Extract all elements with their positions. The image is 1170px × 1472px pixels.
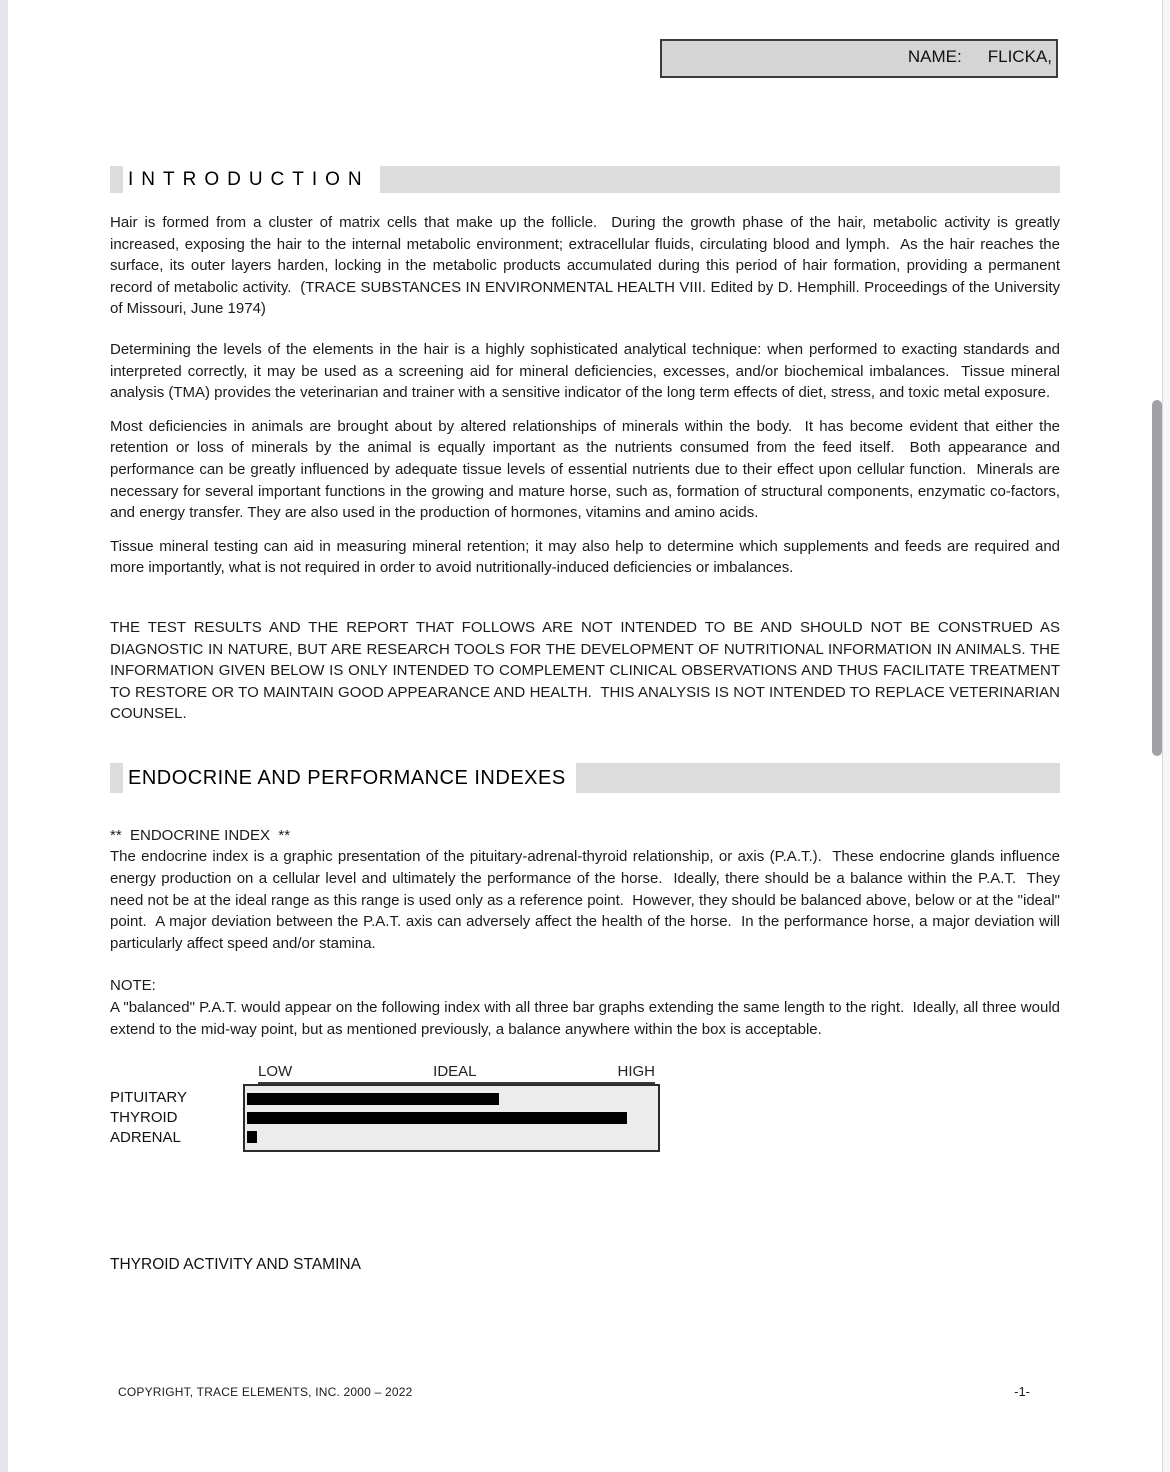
- introduction-heading: [110, 166, 1060, 193]
- chart-category-labels: [110, 1062, 243, 1152]
- scale-high-label: HIGH: [617, 1063, 655, 1081]
- scale-low-label: LOW: [258, 1063, 293, 1081]
- pituitary-label: PITUITARY: [110, 1089, 187, 1107]
- thyroid-bar: [247, 1112, 627, 1124]
- adrenal-bar: [247, 1131, 257, 1143]
- note-paragraph: A "balanced" P.A.T. would appear on the following index with all three bar graphs extending the same length to the right. Ideally, all three would extend to the mid-way point, but as mentioned previously, a balance anywhere within the box is acceptable.: [110, 999, 1065, 1038]
- name-label: NAME:: [907, 46, 962, 66]
- intro-paragraph-1: Hair is formed from a cluster of matrix cells that make up the follicle. During the growth phase of the hair, metabolic activity is greatly increased, exposing the hair to the internal metabolic environment; extracellular fluids, circulating blood and lymph. As the hair reaches the surface, its outer layers harden, locking in the metabolic products accumulated during this period of hair formation, providing a permanent record of metabolic activity. (TRACE SUBSTANCES IN ENVIRONMENTAL HEALTH VIII. Edited by D. Hemphill. Proceedings of the University of Missouri, June 1974): [110, 214, 1065, 318]
- copyright-text: COPYRIGHT, TRACE ELEMENTS, INC. 2000 – 2022: [118, 1385, 413, 1399]
- page-number: -1-: [1014, 1384, 1030, 1399]
- pituitary-bar: [247, 1093, 499, 1105]
- page-footer: [118, 1384, 1060, 1399]
- chart-plot-column: [243, 1062, 660, 1152]
- page-content: [8, 0, 1162, 1274]
- document-page: [8, 0, 1162, 1472]
- scrollbar-thumb[interactable]: [1152, 400, 1162, 756]
- thyroid-activity-heading: THYROID ACTIVITY AND STAMINA: [110, 1256, 361, 1274]
- disclaimer-paragraph: THE TEST RESULTS AND THE REPORT THAT FOLLOWS ARE NOT INTENDED TO BE AND SHOULD NOT BE CONSTRUED AS DIAGNOSTIC IN NATURE, BUT ARE RESEARCH TOOLS FOR THE DEVELOPMENT OF NUTRITIONAL INFORMATION IN ANIMALS. THE INFORMATION GIVEN BELOW IS ONLY INTENDED TO COMPLEMENT CLINICAL OBSERVATIONS AND THUS FACILITATE TREATMENT TO RESTORE OR TO MAINTAIN GOOD APPEARANCE AND HEALTH. THIS ANALYSIS IS NOT INTENDED TO REPLACE VETERINARIAN COUNSEL.: [110, 618, 1065, 723]
- thyroid-label: THYROID: [110, 1109, 178, 1127]
- endocrine-index-title: ** ENDOCRINE INDEX **: [110, 826, 291, 844]
- chart-plot-box: [243, 1084, 660, 1152]
- adrenal-label: ADRENAL: [110, 1129, 181, 1147]
- scale-ideal-label: IDEAL: [433, 1063, 477, 1081]
- chart-scale-row: [258, 1062, 655, 1084]
- endocrine-description: The endocrine index is a graphic presentation of the pituitary-adrenal-thyroid relationship, or axis (P.A.T.). These endocrine glands influence energy production on a cellular level and ultimately the performance of the horse. Ideally, there should be a balance within the P.A.T. They need not be at the ideal range as this range is used only as a reference point. However, they should be balanced above, below or at the "ideal" point. A major deviation between the P.A.T. axis can adversely affect the health of the horse. In the performance horse, a major deviation will particularly affect speed and/or stamina.: [110, 848, 1065, 952]
- heading-gray-bar: [576, 763, 1060, 793]
- endocrine-heading-text: ENDOCRINE AND PERFORMANCE INDEXES: [128, 766, 566, 789]
- scrollbar-track[interactable]: [1162, 0, 1170, 1472]
- note-label: NOTE:: [110, 977, 156, 995]
- endocrine-index-chart: [110, 1062, 1060, 1152]
- heading-accent-square: [110, 763, 123, 793]
- endocrine-heading: [110, 763, 1060, 793]
- intro-paragraph-4: Tissue mineral testing can aid in measuring mineral retention; it may also help to determine which supplements and feeds are required and more importantly, what is not required in order to avoid nutritionally-induced deficiencies or imbalances.: [110, 537, 1065, 577]
- intro-paragraph-3: Most deficiencies in animals are brought about by altered relationships of minerals within the body. It has become evident that either the retention or loss of minerals by the animal is equally important as the nutrients consumed from the feed itself. Both appearance and performance can be greatly influenced by adequate tissue levels of essential nutrients due to their effect upon cellular function. Minerals are necessary for several important functions in the growing and mature horse, such as, formation of structural components, enzymatic co-factors, and energy transfer. They are also used in the production of hormones, vitamins and amino acids.: [110, 417, 1065, 522]
- name-value: FLICKA,: [987, 46, 1052, 66]
- name-box: [660, 39, 1058, 78]
- heading-accent-square: [110, 166, 123, 193]
- heading-gray-bar: [380, 166, 1060, 193]
- introduction-heading-text: INTRODUCTION: [128, 169, 370, 190]
- intro-paragraph-2: Determining the levels of the elements in the hair is a highly sophisticated analytical technique: when performed to exacting standards and interpreted correctly, it may be used as a screening aid for mineral deficiencies, excesses, and/or biochemical imbalances. Tissue mineral analysis (TMA) provides the veterinarian and trainer with a sensitive indicator of the long term effects of diet, stress, and toxic metal exposure.: [110, 340, 1065, 402]
